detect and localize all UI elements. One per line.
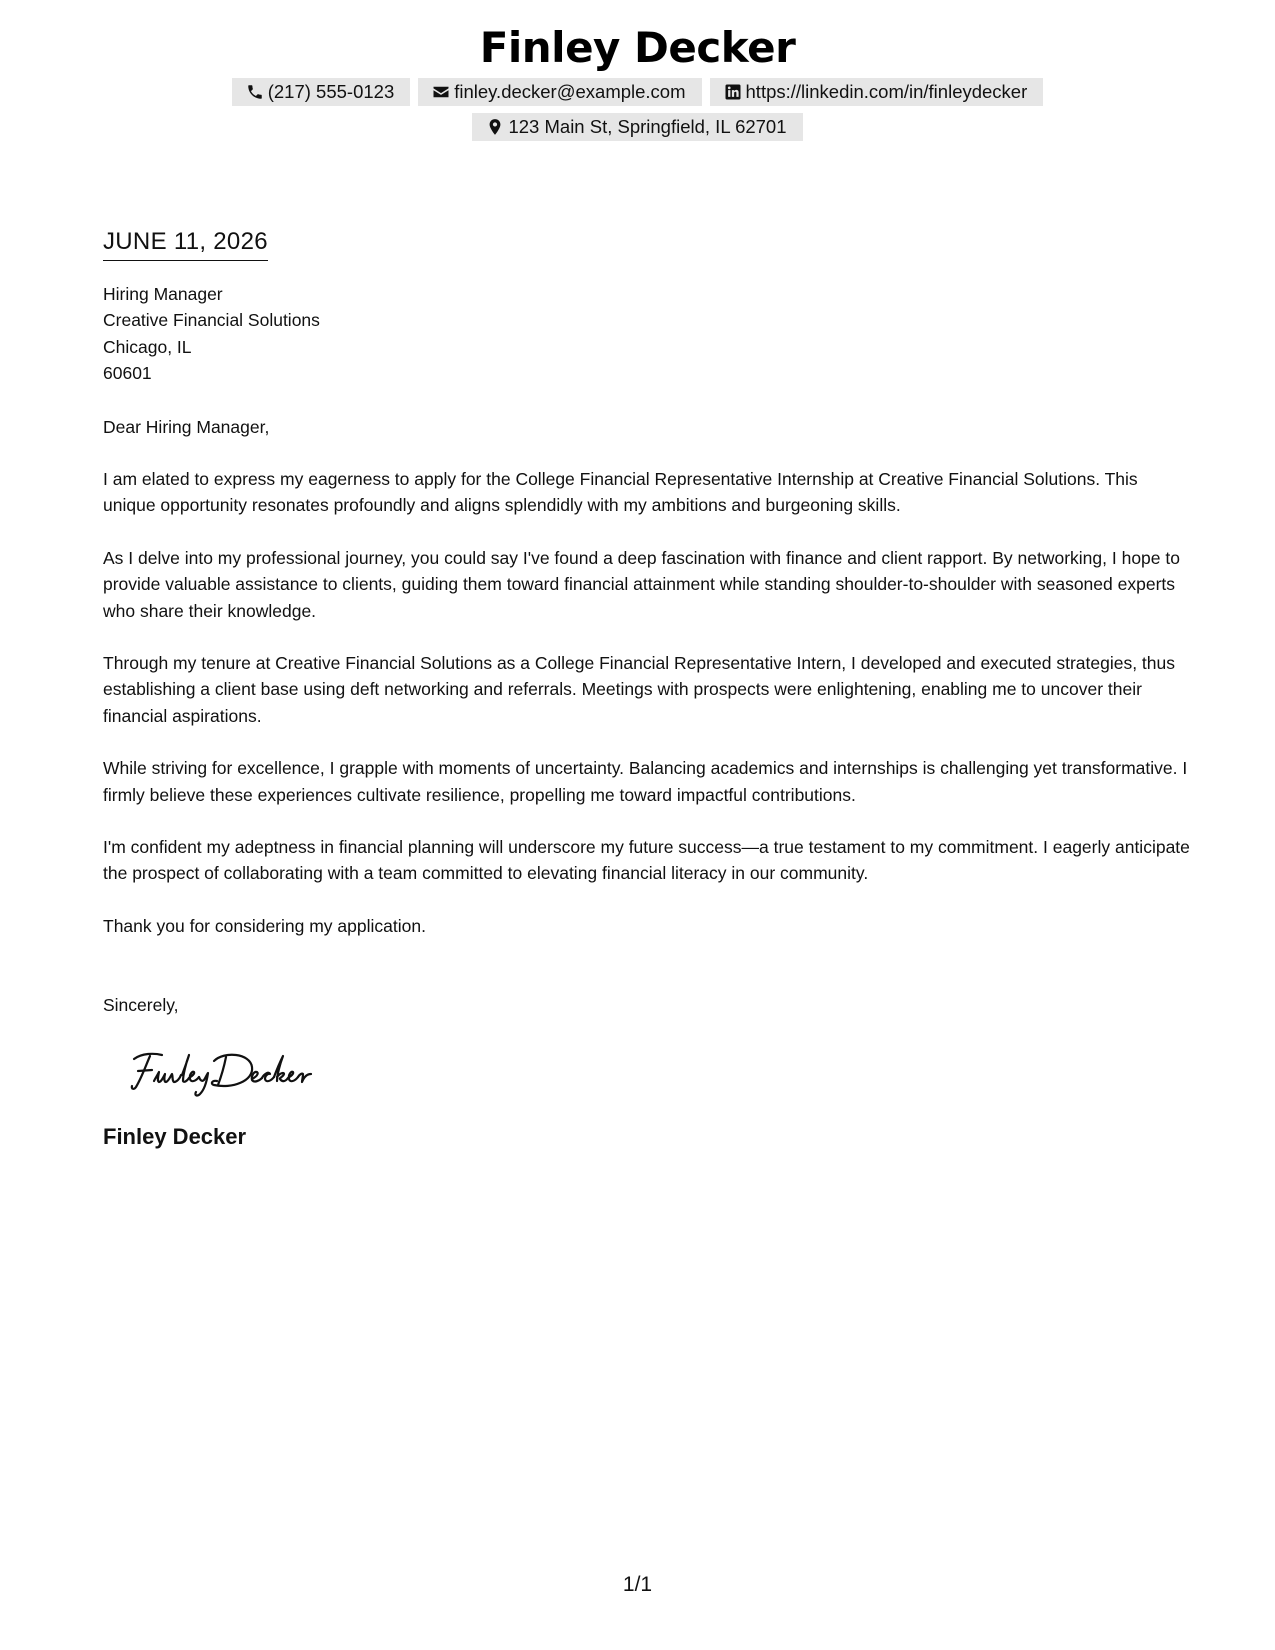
body-paragraph: While striving for excellence, I grapple with moments of uncertainty. Balancing academics and internships is challenging yet transformative. I firmly believe these experiences cultivate resilience, propelling me toward impactful contributions. bbox=[103, 758, 1188, 805]
body-paragraph: I am elated to express my eagerness to apply for the College Financial Representative Internship at Creative Financial Solutions. This unique opportunity resonates profoundly and aligns splendidly with my ambitions and burgeoning skills. bbox=[103, 468, 1138, 516]
recipient-company: Creative Financial Solutions bbox=[103, 310, 320, 331]
body-paragraph: As I delve into my professional journey, you could say I've found a deep fascination with finance and client rapport. By networking, I hope to provide valuable assistance to clients, guiding them toward financial attainment while standing shoulder-to-shoulder with seasoned experts who share their knowledge. bbox=[103, 547, 1180, 621]
email-text: finley.decker@example.com bbox=[454, 81, 686, 102]
address-chip bbox=[472, 113, 802, 141]
address-text: 123 Main St, Springfield, IL 62701 bbox=[508, 116, 787, 137]
handwritten-signature bbox=[128, 1047, 338, 1099]
phone-icon bbox=[246, 83, 264, 101]
contact-row-secondary bbox=[0, 113, 1275, 141]
linkedin-chip[interactable] bbox=[710, 78, 1044, 106]
page-number: 1/1 bbox=[622, 1573, 653, 1596]
recipient-title: Hiring Manager bbox=[103, 284, 223, 304]
letter-header bbox=[0, 22, 1275, 141]
letter-body bbox=[103, 226, 1193, 1152]
recipient-zip: 60601 bbox=[103, 363, 152, 384]
body-paragraph: Through my tenure at Creative Financial Solutions as a College Financial Representative Intern, I developed and executed strategies, thus establishing a client base using deft networking and referrals. Meetings with prospects were enlightening, enabling me to uncover their financial aspirations. bbox=[103, 653, 1176, 726]
letter-date: JUNE 11, 2026 bbox=[103, 226, 268, 261]
phone-text: (217) 555-0123 bbox=[267, 81, 395, 102]
envelope-icon bbox=[432, 83, 450, 101]
closing: Sincerely, bbox=[103, 995, 179, 1016]
recipient-city: Chicago, IL bbox=[103, 336, 192, 357]
body-paragraph: Thank you for considering my application. bbox=[103, 915, 426, 936]
phone-chip bbox=[232, 78, 411, 106]
email-chip[interactable] bbox=[418, 78, 701, 106]
applicant-name: Finley Decker bbox=[479, 23, 796, 72]
recipient-block bbox=[103, 281, 1193, 387]
map-pin-icon bbox=[486, 118, 504, 136]
signer-name: Finley Decker bbox=[103, 1124, 247, 1150]
contact-row-primary bbox=[0, 78, 1275, 106]
linkedin-text: https://linkedin.com/in/finleydecker bbox=[745, 81, 1028, 102]
greeting: Dear Hiring Manager, bbox=[103, 416, 270, 437]
body-paragraph: I'm confident my adeptness in financial planning will underscore my future success—a true testament to my commitment. I eagerly anticipate the prospect of collaborating with a team committed to elevating financial literacy in our community. bbox=[103, 837, 1190, 884]
linkedin-icon bbox=[724, 83, 742, 101]
